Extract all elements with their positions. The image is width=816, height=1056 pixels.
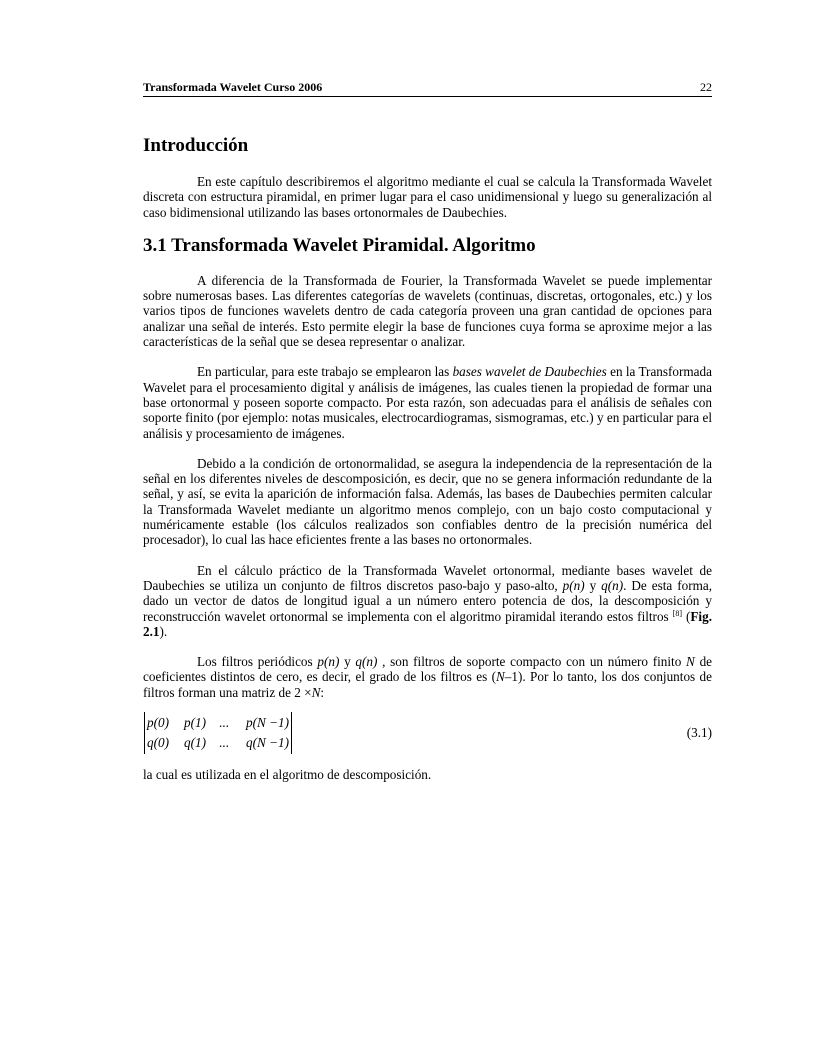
filter-matrix — [144, 712, 292, 754]
equation-number: (3.1) — [686, 725, 712, 741]
paragraph-4: En el cálculo práctico de la Transformada Wavelet ortonormal, mediante bases wavelet de Daubechies se utiliza un conjunto de filtros discretos paso-bajo y paso-alto, p(n) y q(n). De esta forma, dado un vector de datos de longitud igual a un número entero potencia de dos, la descomposición y reconstrucción wavelet ortonormal se implementa con el algoritmo piramidal iterando estos filtros [8] (Fig. 2.1). — [143, 562, 712, 639]
paragraph-1: A diferencia de la Transformada de Fourier, la Transformada Wavelet se puede implementar sobre numerosas bases. Las diferentes categorías de wavelets (continuas, discretas, ortogonales, etc.) y los varios tipos de funciones wavelets dentro de cada categoría proveen una gran cantidad de opciones para analizar una señal de interés. Esto permite elegir la base de funciones cuya forma se aproxime mejor a las características de la señal que se desea representar o analizar. — [143, 272, 712, 350]
running-header — [143, 80, 712, 97]
paragraph-3: Debido a la condición de ortonormalidad, se asegura la independencia de la representación de la señal en los diferentes niveles de descomposición, es decir, que no se genera información redundante de la señal, y así, se evita la aparición de información falsa. Además, las bases de Daubechies permiten calcular la Transformada Wavelet mediante un algoritmo menos complejo, con un bajo costo computacional y numéricamente estable (los cálculos realizados son confiables dentro de la precisión numérica del procesador), lo cual las hace eficientes frente a las bases no ortonormales. — [143, 455, 712, 548]
page-number: 22 — [700, 80, 712, 94]
section-heading: 3.1 Transformada Wavelet Piramidal. Algoritmo — [143, 234, 536, 256]
equation-3-1 — [143, 712, 712, 754]
matrix-row-q: q(0) q(1) ... q(N −1) — [147, 735, 289, 751]
paragraph-5: Los filtros periódicos p(n) y q(n) , son filtros de soporte compacto con un número finito N de coeficientes distintos de cero, es decir, el grado de los filtros es (N–1). Por lo tanto, los dos conjuntos de filtros forman una matriz de 2 ×N: — [143, 654, 713, 700]
citation-ref: [8] — [672, 608, 682, 618]
intro-heading: Introducción — [143, 135, 249, 156]
figure-ref: Fig. 2.1 — [143, 608, 712, 639]
intro-paragraph: En este capítulo describiremos el algoritmo mediante el cual se calcula la Transformada Wavelet discreta con estructura piramidal, en primer lugar para el caso unidimensional y luego su generalización al caso bidimensional utilizando las bases ortonormales de Daubechies. — [143, 174, 712, 220]
daubechies-emphasis: bases wavelet de Daubechies — [452, 364, 607, 380]
page-body — [143, 134, 712, 782]
closing-sentence: la cual es utilizada en el algoritmo de descomposición. — [143, 767, 432, 783]
paragraph-2: En particular, para este trabajo se emplearon las bases wavelet de Daubechies en la Transformada Wavelet para el procesamiento digital y análisis de imágenes, las cuales tienen la propiedad de formar una base ortonormal y poseen soporte compacto. Por esta razón, son adecuadas para el análisis de señales con soporte finito (por ejemplo: notas musicales, electrocardiogramas, sismogramas, etc.) y en particular para el análisis y procesamiento de imágenes. — [143, 364, 712, 441]
matrix-row-p: p(0) p(1) ... p(N −1) — [147, 715, 289, 731]
header-title: Transformada Wavelet Curso 2006 — [143, 80, 323, 94]
